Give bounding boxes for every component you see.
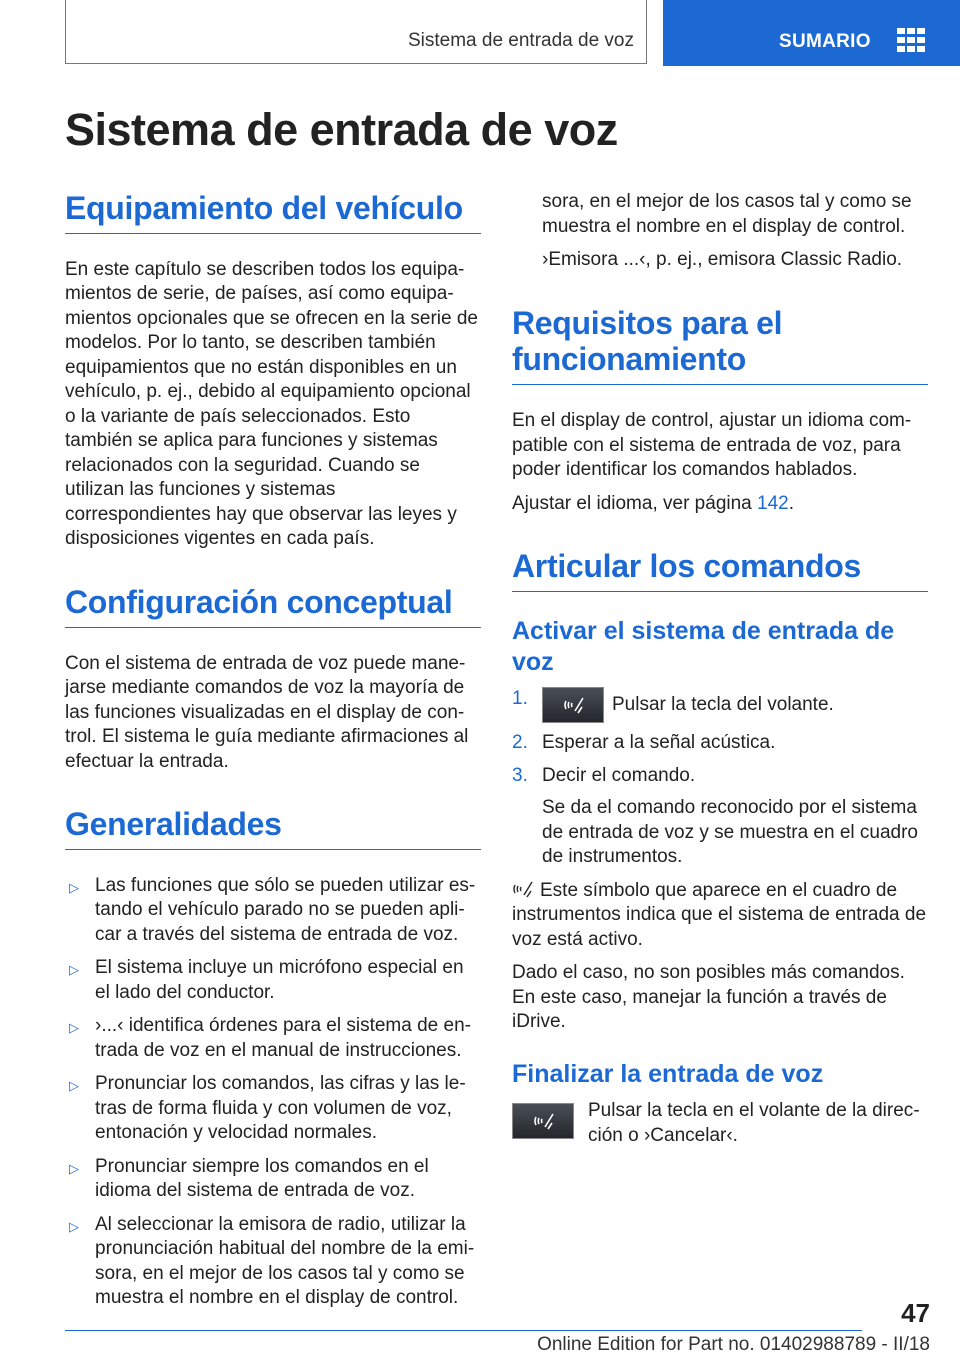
summary-label: SUMARIO [779, 31, 871, 52]
list-item: ▷ Al seleccionar la emisora de radio, utilizar la pronunciación habitual del nombre de la emisora, en el mejor de los casos tal y como se muestra el nombre en el display de control. [69, 1213, 475, 1309]
configuracion-body: Con el sistema de entrada de voz puede manejarse mediante comandos de voz la mayoría de las funciones visualizadas en el display de control. El sistema le guía mediante afirmaciones al efectuar la entrada. [65, 652, 469, 772]
list-item: ▷ El sistema incluye un micrófono especial en el lado del conductor. [69, 957, 464, 1003]
footer-divider [65, 1330, 862, 1331]
step3-detail: Se da el comando reconocido por el sistema de entrada de voz y se muestra en el cuadro de instrumentos. [542, 797, 919, 868]
requisitos-ref: Ajustar el idioma, ver página 142. [512, 492, 794, 514]
heading-activar: Activar el sistema de entrada de voz [512, 616, 895, 677]
list-item: ▷ ›...‹ identifica órdenes para el sistema de entrada de voz en el manual de instrucciones. [69, 1015, 471, 1061]
heading-requisitos: Requisitos para el funcionamiento [512, 305, 928, 386]
list-item: ▷ Pronunciar los comandos, las cifras y las letras de forma fluida y con volumen de voz, entonación y velocidad normales. [69, 1073, 466, 1144]
heading-articular: Articular los comandos [512, 548, 928, 592]
list-item: ▷ Pronunciar siempre los comandos en el idioma del sistema de entrada de voz. [69, 1155, 429, 1202]
page-title: Sistema de entrada de voz [65, 104, 618, 155]
equipamiento-body: En este capítulo se describen todos los equipamientos de serie, de países, así como equipamientos opcionales que se ofrecen en la serie de modelos. Por lo tanto, se describen también equipamientos que no están disponibles en un vehículo, p. ej., debido al equipamiento opcional o la variante de país seleccionados. Esto también se aplica para funciones y sistemas relacionados con la seguridad. Cuando se utilizan las funciones y sistemas correspondientes hay que observar las leyes y disposiciones vigentes en cada país. [65, 258, 478, 550]
voice-command-icon [512, 1103, 574, 1139]
grid-icon [897, 28, 925, 52]
voice-symbol-icon [512, 880, 534, 898]
symbol-note: Este símbolo que aparece en el cuadro de instrumentos indica que el sistema de entrada de voz está activo. [512, 879, 927, 950]
finalizar-body: Pulsar la tecla en el volante de la dirección o ›Cancelar‹. [588, 1100, 920, 1146]
finalizar-row [512, 1099, 928, 1149]
list-item: ▷ Las funciones que sólo se pueden utilizar estando el vehículo parado no se pueden aplicar a través del sistema de entrada de voz. [69, 874, 476, 945]
summary-button[interactable] [663, 0, 960, 66]
heading-finalizar: Finalizar la entrada de voz [512, 1059, 824, 1088]
footer-edition: Online Edition for Part no. 01402988789 - II/18 [537, 1334, 930, 1355]
heading-generalidades: Generalidades [65, 806, 481, 850]
left-column [65, 190, 481, 1309]
page-number: 47 [901, 1298, 930, 1328]
step-item: 3. Decir el comando. [512, 764, 696, 786]
header-chapter-title: Sistema de entrada de voz [407, 30, 634, 51]
heading-equipamiento: Equipamiento del vehículo [65, 190, 481, 234]
generalidades-list [65, 874, 481, 1309]
steps-list [512, 687, 928, 788]
page-link[interactable]: 142 [757, 492, 789, 514]
no-more-commands: Dado el caso, no son posibles más comandos. En este caso, manejar la función a través de iDrive. [512, 962, 905, 1033]
right-column [512, 190, 928, 1149]
header-box [65, 0, 647, 64]
voice-command-icon [542, 687, 604, 723]
bullet-continuation: sora, en el mejor de los casos tal y como se muestra el nombre en el display de control. [542, 191, 912, 237]
step-item: 2. Esperar a la señal acústica. [512, 732, 776, 754]
requisitos-body: En el display de control, ajustar un idioma compatible con el sistema de entrada de voz, para poder identificar los comandos hablados. [512, 410, 912, 481]
emisora-example: ›Emisora ...‹, p. ej., emisora Classic Radio. [542, 249, 903, 270]
step-item: 1. Pulsar la tecla del volante. [512, 687, 928, 723]
heading-configuracion: Configuración conceptual [65, 584, 481, 628]
